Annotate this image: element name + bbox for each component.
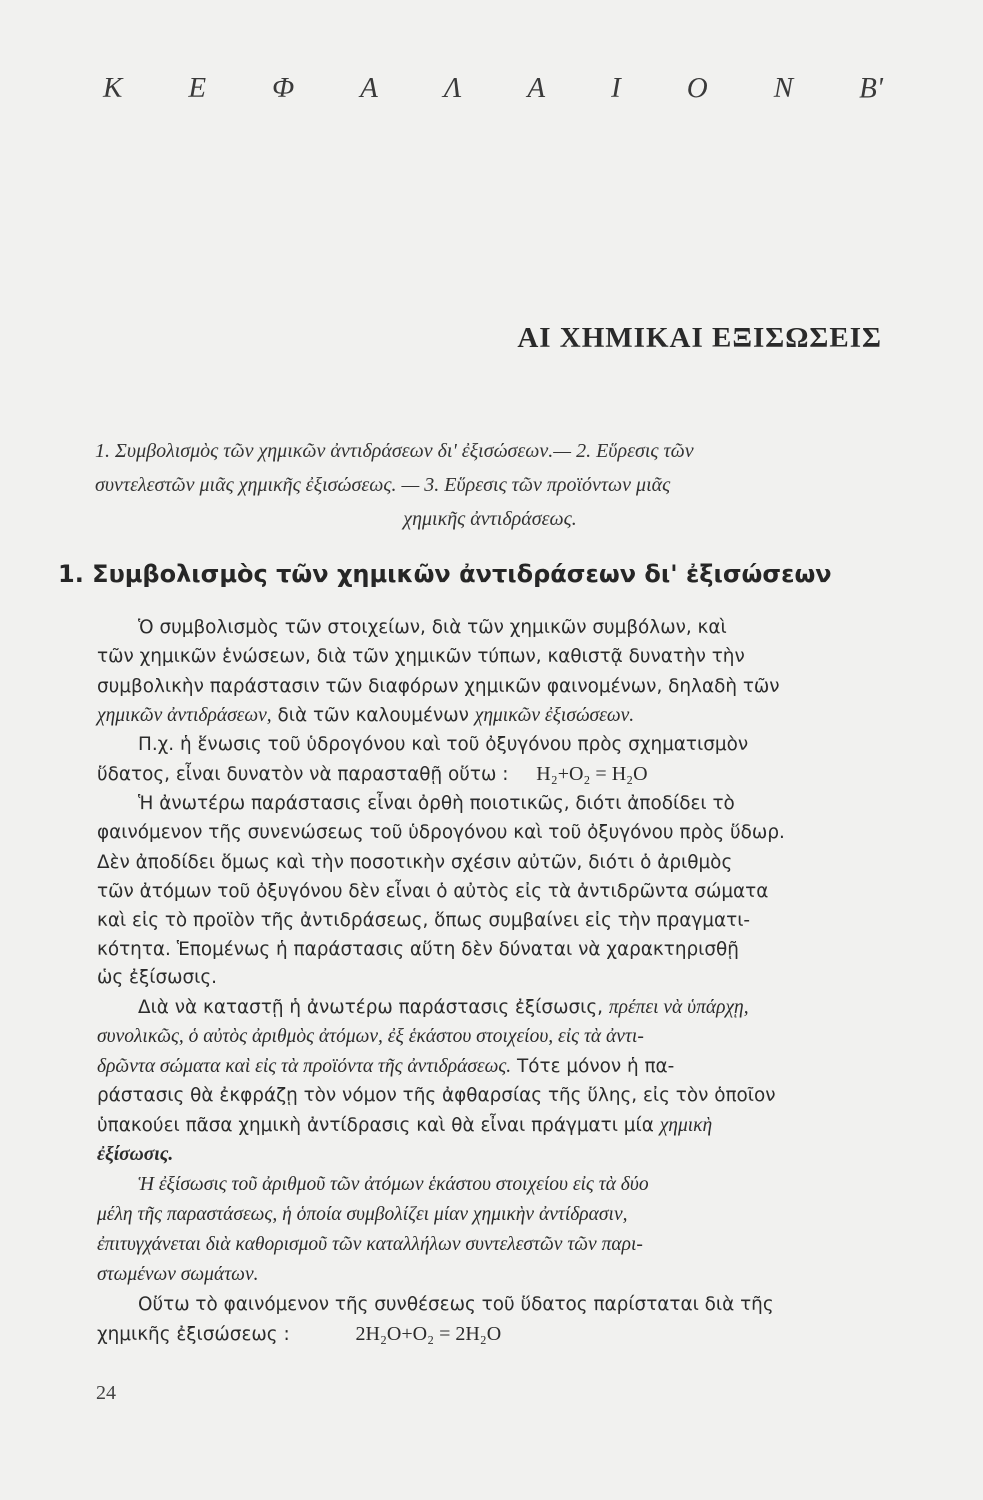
- page-number: 24: [96, 1382, 116, 1404]
- toc-line: [95, 474, 885, 497]
- italic-term: πρέπει νὰ ὑπάρχῃ,: [608, 997, 749, 1018]
- chapter-title: ΑΙ ΧΗΜΙΚΑΙ ΕΞΙΣΩΣΕΙΣ: [517, 322, 882, 354]
- toc-line: [95, 440, 885, 463]
- section-heading: 1. Συμβολισμὸς τῶν χημικῶν ἀντιδράσεων δι' ἐξισώσεων: [58, 560, 832, 588]
- italic-term: χημικὴ: [659, 1115, 713, 1136]
- body-text: ὑπακούει πᾶσα χημικὴ ἀντίδρασις καὶ θὰ εἶναι πράγματι μία: [97, 1115, 654, 1136]
- toc-line: [95, 508, 885, 531]
- body-line: στωμένων σωμάτων.: [97, 1264, 259, 1285]
- body-line: Ὁ συμβολισμὸς τῶν στοιχείων, διὰ τῶν χημικῶν συμβόλων, καὶ: [138, 617, 727, 638]
- body-line: [97, 704, 880, 728]
- body-line: τῶν χημικῶν ἑνώσεων, διὰ τῶν χημικῶν τύπων, καθιστᾷ δυνατὴν τὴν: [97, 646, 745, 667]
- body-line: [97, 1055, 880, 1079]
- chapter-heading-letter: Λ: [443, 72, 462, 104]
- body-line: ὡς ἐξίσωσις.: [97, 967, 218, 988]
- chapter-heading-letter: Ε: [188, 72, 207, 104]
- body-line: ἐπιτυγχάνεται διὰ καθορισμοῦ τῶν καταλλήλων συντελεστῶν τῶν παρι-: [97, 1234, 643, 1255]
- formula: 2H₂O+O₂ = 2H₂O: [355, 1323, 502, 1345]
- chapter-heading-letter: Α: [360, 72, 378, 104]
- body-line: τῶν ἀτόμων τοῦ ὀξυγόνου δὲν εἶναι ὁ αὐτὸς εἰς τὰ ἀντιδρῶντα σώματα: [97, 881, 769, 902]
- body-text: Διὰ νὰ καταστῇ ἡ ἀνωτέρω παράστασις ἐξίσωσις,: [138, 997, 603, 1018]
- body-line: ἐξίσωσις.: [97, 1144, 174, 1165]
- body-line: κότητα. Ἑπομένως ἡ παράστασις αὕτη δὲν δύναται νὰ χαρακτηρισθῇ: [97, 939, 739, 960]
- chapter-heading: [103, 72, 883, 105]
- toc-text: συντελεστῶν μιᾶς χημικῆς ἐξισώσεως. — 3. Εὕρεσις τῶν προϊόντων μιᾶς: [95, 474, 671, 496]
- italic-term: χημικῶν ἐξισώσεων.: [474, 705, 635, 726]
- body-text: ὕδατος, εἶναι δυνατὸν νὰ παρασταθῇ οὕτω :: [97, 764, 509, 785]
- chapter-heading-letter: Ι: [611, 72, 621, 104]
- chapter-heading-letter: Β': [859, 72, 883, 104]
- chapter-heading-letter: Κ: [103, 72, 123, 104]
- toc-text: χημικῆς ἀντιδράσεως.: [403, 508, 577, 530]
- body-line: καὶ εἰς τὸ προϊὸν τῆς ἀντιδράσεως, ὅπως συμβαίνει εἰς τὴν πραγματι-: [97, 910, 751, 931]
- body-text: χημικῆς ἐξισώσεως :: [97, 1324, 290, 1345]
- formula: H₂+O₂ = H₂O: [536, 763, 648, 785]
- body-line: [97, 1322, 880, 1347]
- body-line: συνολικῶς, ὁ αὐτὸς ἀριθμὸς ἀτόμων, ἐξ ἑκάστου στοιχείου, εἰς τὰ ἀντι-: [97, 1026, 644, 1047]
- body-text: διὰ τῶν καλουμένων: [277, 705, 469, 726]
- chapter-heading-letter: Ο: [686, 72, 708, 104]
- body-line: Ἡ ἀνωτέρω παράστασις εἶναι ὀρθὴ ποιοτικῶς, διότι ἀποδίδει τὸ: [138, 793, 735, 814]
- chapter-heading-letter: Α: [527, 72, 546, 104]
- body-line: φαινόμενον τῆς συνενώσεως τοῦ ὑδρογόνου καὶ τοῦ ὀξυγόνου πρὸς ὕδωρ.: [97, 822, 785, 843]
- italic-term: δρῶντα σώματα καὶ εἰς τὰ προϊόντα τῆς ἀντιδράσεως.: [97, 1056, 512, 1077]
- body-line: συμβολικὴν παράστασιν τῶν διαφόρων χημικῶν φαινομένων, δηλαδὴ τῶν: [97, 676, 780, 697]
- chapter-heading-letter: Ν: [773, 72, 794, 104]
- body-line: [97, 762, 880, 787]
- body-line: ράστασις θὰ ἐκφράζῃ τὸν νόμον τῆς ἀφθαρσίας τῆς ὕλης, εἰς τὸν ὁποῖον: [97, 1085, 776, 1106]
- body-line: Δὲν ἀποδίδει ὅμως καὶ τὴν ποσοτικὴν σχέσιν αὐτῶν, διότι ὁ ἀριθμὸς: [97, 852, 733, 873]
- toc-text: 1. Συμβολισμὸς τῶν χημικῶν ἀντιδράσεων δι' ἐξισώσεων.— 2. Εὕρεσις τῶν: [95, 440, 694, 462]
- body-text: Τότε μόνον ἡ πα-: [517, 1056, 675, 1077]
- body-line: Π.χ. ἡ ἕνωσις τοῦ ὑδρογόνου καὶ τοῦ ὀξυγόνου πρὸς σχηματισμὸν: [138, 734, 749, 755]
- italic-term: χημικῶν ἀντιδράσεων,: [97, 705, 272, 726]
- body-line: [138, 996, 880, 1020]
- body-line: μέλη τῆς παραστάσεως, ἡ ὁποία συμβολίζει μίαν χημικὴν ἀντίδρασιν,: [97, 1204, 628, 1225]
- body-line: Ἡ ἐξίσωσις τοῦ ἀριθμοῦ τῶν ἀτόμων ἑκάστου στοιχείου εἰς τὰ δύο: [138, 1174, 649, 1195]
- chapter-heading-letter: Φ: [272, 72, 295, 104]
- body-line: [97, 1114, 880, 1138]
- body-line: Οὕτω τὸ φαινόμενον τῆς συνθέσεως τοῦ ὕδατος παρίσταται διὰ τῆς: [138, 1294, 774, 1315]
